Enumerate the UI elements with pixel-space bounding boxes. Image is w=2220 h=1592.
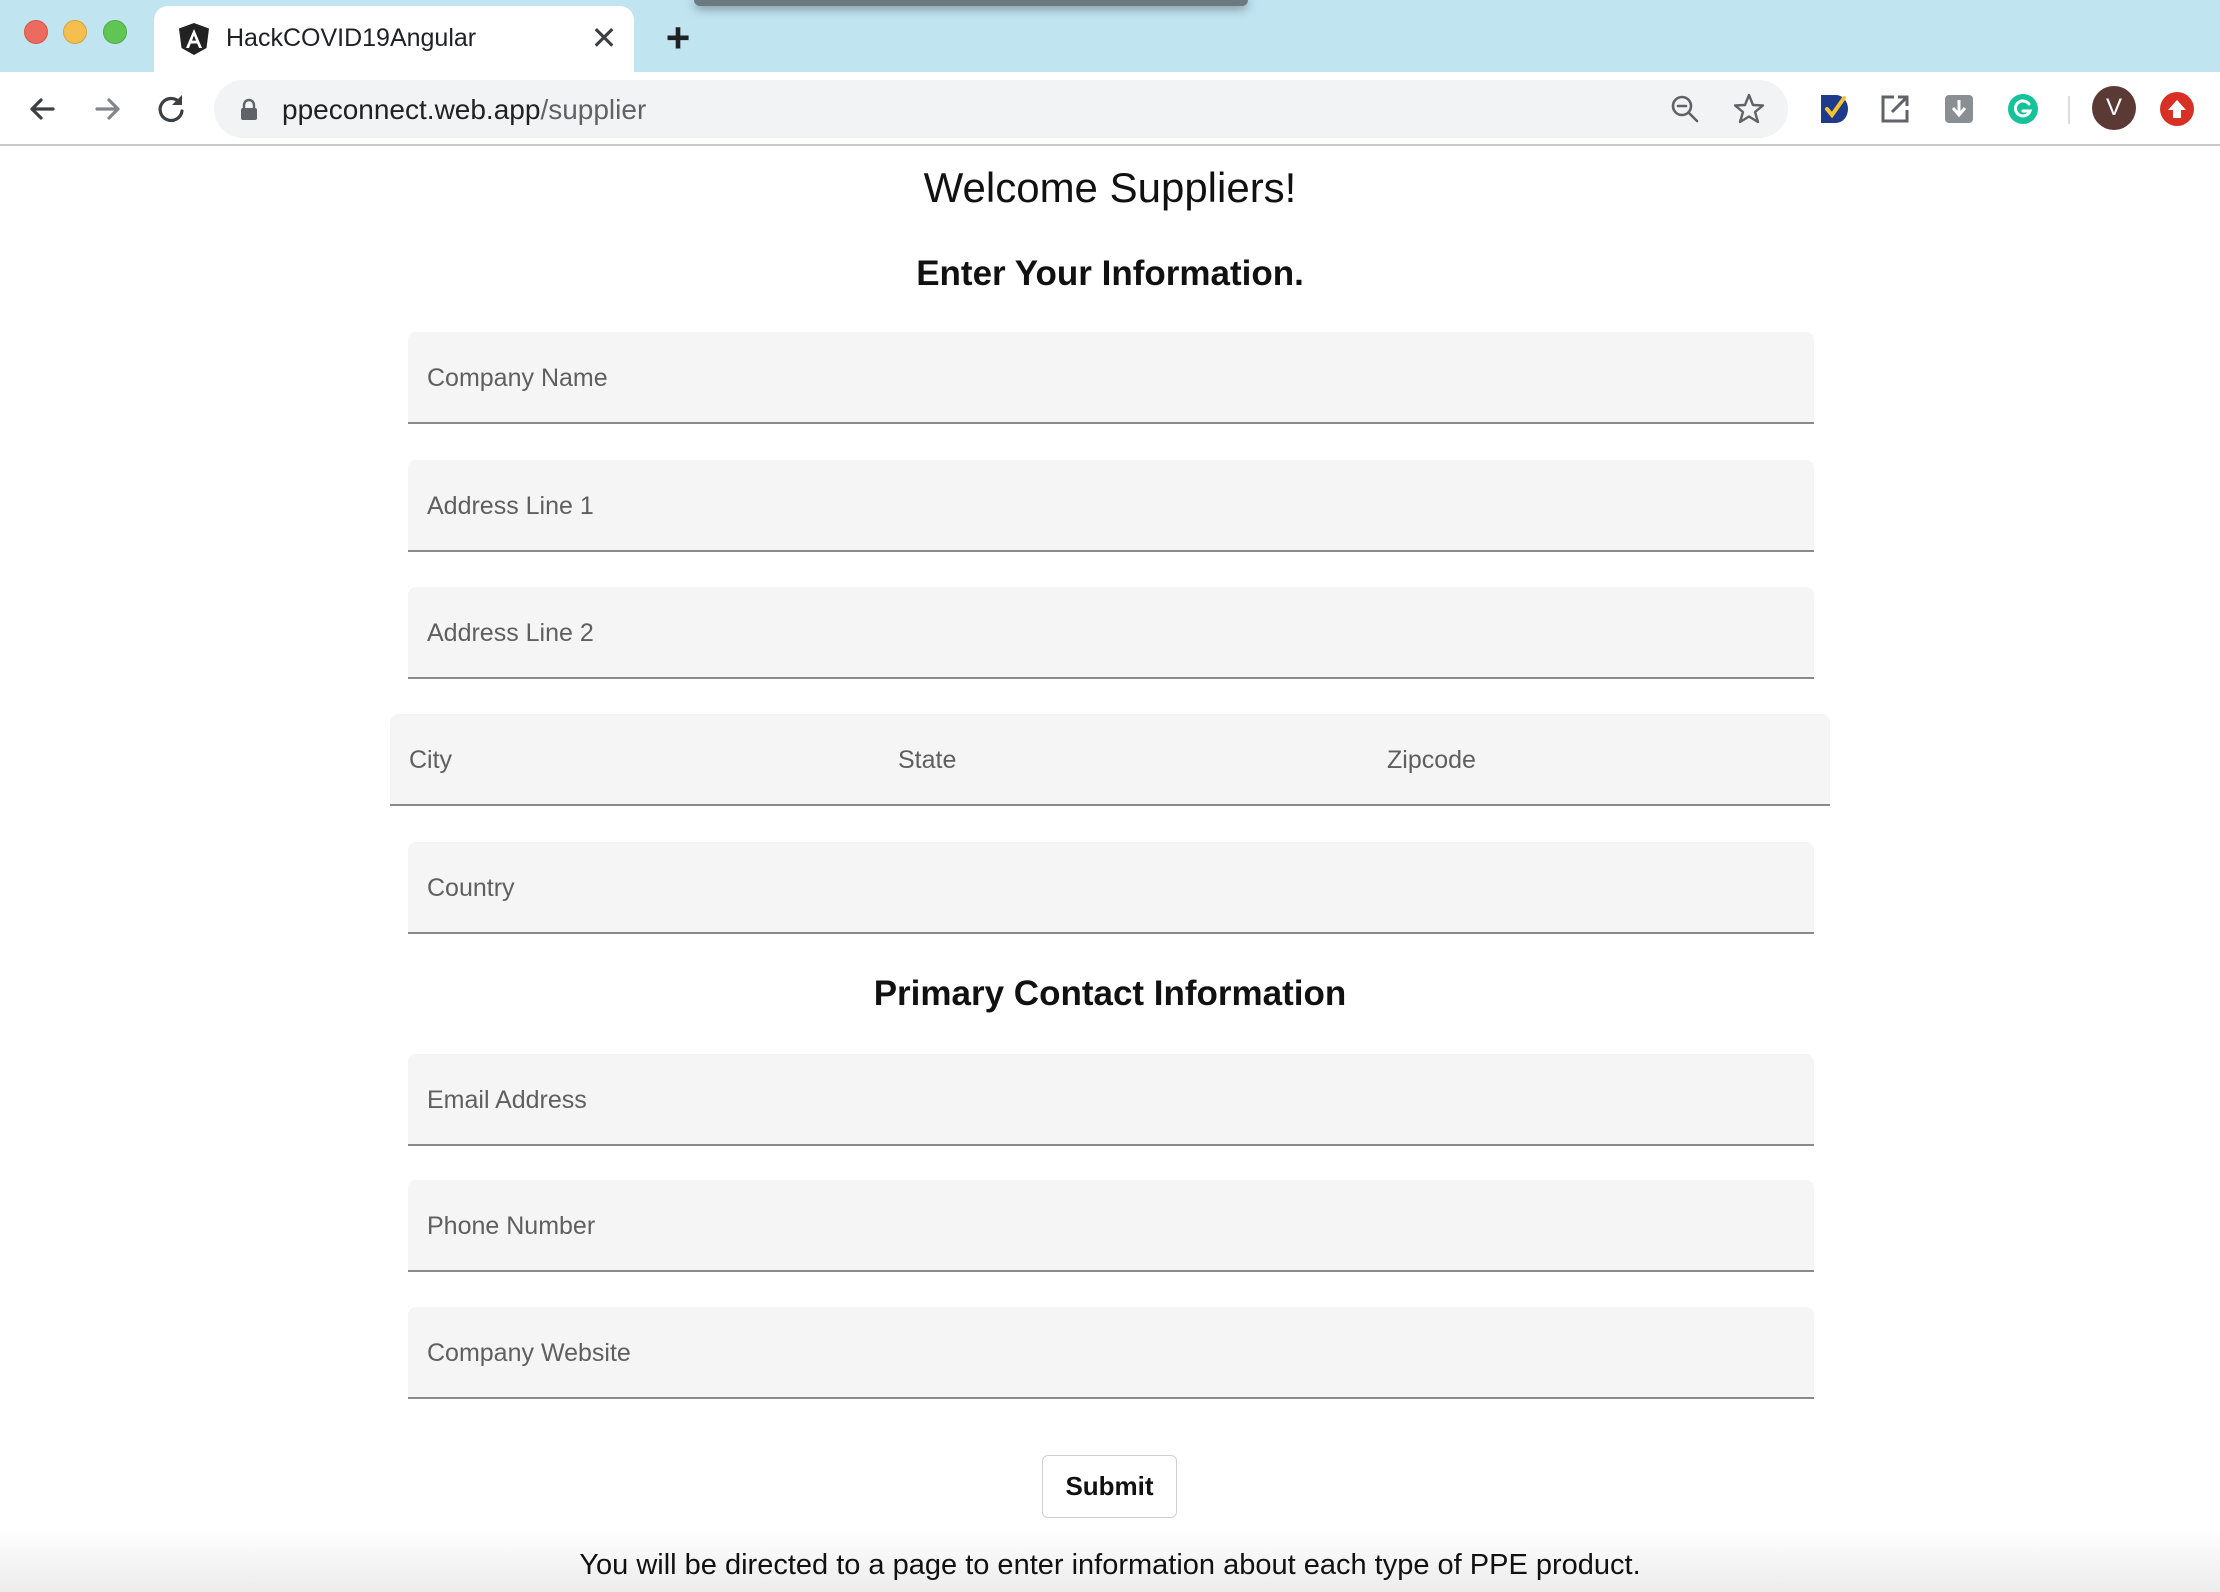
update-icon[interactable] (2160, 92, 2194, 126)
extension-download-icon[interactable] (1942, 92, 1976, 126)
address-line-1-field[interactable] (408, 460, 1814, 552)
company-name-field[interactable] (408, 332, 1814, 424)
extension-checkmark-icon[interactable] (1816, 92, 1850, 126)
email-field[interactable] (408, 1054, 1814, 1146)
address-line-1-label: Address Line 1 (427, 492, 594, 520)
phone-label: Phone Number (427, 1212, 596, 1240)
maximize-window-button[interactable] (103, 20, 127, 44)
country-input[interactable] (408, 842, 1814, 932)
contact-heading: Primary Contact Information (873, 974, 1347, 1013)
url-host: ppeconnect.web.app (282, 94, 541, 125)
arrow-left-icon (20, 86, 66, 132)
zipcode-field[interactable] (1368, 714, 1830, 806)
address-bar[interactable] (214, 80, 1788, 138)
address-line-2-input[interactable] (408, 587, 1814, 677)
close-window-button[interactable] (24, 20, 48, 44)
forward-button[interactable] (84, 86, 130, 132)
company-name-label: Company Name (427, 364, 608, 392)
company-website-field[interactable] (408, 1307, 1814, 1399)
reload-icon (148, 86, 194, 132)
profile-avatar[interactable]: V (2092, 86, 2136, 130)
state-field[interactable] (879, 714, 1368, 806)
address-line-2-field[interactable] (408, 587, 1814, 679)
country-label: Country (427, 874, 515, 902)
tab-title: HackCOVID19Angular (226, 24, 477, 52)
grammarly-icon[interactable] (2006, 92, 2040, 126)
url-path: /supplier (540, 94, 647, 125)
window-drag-shadow (694, 0, 1248, 6)
city-field[interactable] (390, 714, 879, 806)
country-field[interactable] (408, 842, 1814, 934)
angular-icon (178, 22, 210, 56)
tab-strip (0, 0, 2220, 72)
address-line-1-input[interactable] (408, 460, 1814, 550)
reload-button[interactable] (148, 86, 194, 132)
city-input[interactable] (390, 714, 879, 804)
close-tab-icon[interactable]: ✕ (590, 20, 618, 56)
browser-tab[interactable] (154, 6, 634, 72)
lock-icon (240, 98, 258, 120)
new-tab-button[interactable]: + (665, 14, 691, 61)
state-input[interactable] (879, 714, 1368, 804)
page-content (0, 148, 2220, 1592)
back-button[interactable] (20, 86, 66, 132)
page-title: Welcome Suppliers! (923, 164, 1297, 211)
bookmark-star-icon[interactable] (1732, 92, 1766, 126)
toolbar-separator (2068, 96, 2070, 124)
info-heading: Enter Your Information. (916, 254, 1304, 293)
state-label: State (898, 746, 957, 774)
footer-note: You will be directed to a page to enter information about each type of PPE product. (579, 1549, 1641, 1581)
submit-button[interactable]: Submit (1042, 1455, 1177, 1518)
phone-field[interactable] (408, 1180, 1814, 1272)
email-input[interactable] (408, 1054, 1814, 1144)
email-label: Email Address (427, 1086, 587, 1114)
city-label: City (409, 746, 453, 774)
arrow-right-icon (84, 86, 130, 132)
company-website-label: Company Website (427, 1339, 631, 1367)
extension-share-icon[interactable] (1878, 92, 1912, 126)
zipcode-label: Zipcode (1387, 746, 1476, 774)
browser-toolbar (0, 72, 2220, 146)
company-name-input[interactable] (408, 332, 1814, 422)
minimize-window-button[interactable] (63, 20, 87, 44)
zipcode-input[interactable] (1368, 714, 1830, 804)
url-text[interactable] (282, 94, 646, 126)
company-website-input[interactable] (408, 1307, 1814, 1397)
phone-input[interactable] (408, 1180, 1814, 1270)
address-line-2-label: Address Line 2 (427, 619, 594, 647)
zoom-icon[interactable] (1668, 92, 1702, 126)
